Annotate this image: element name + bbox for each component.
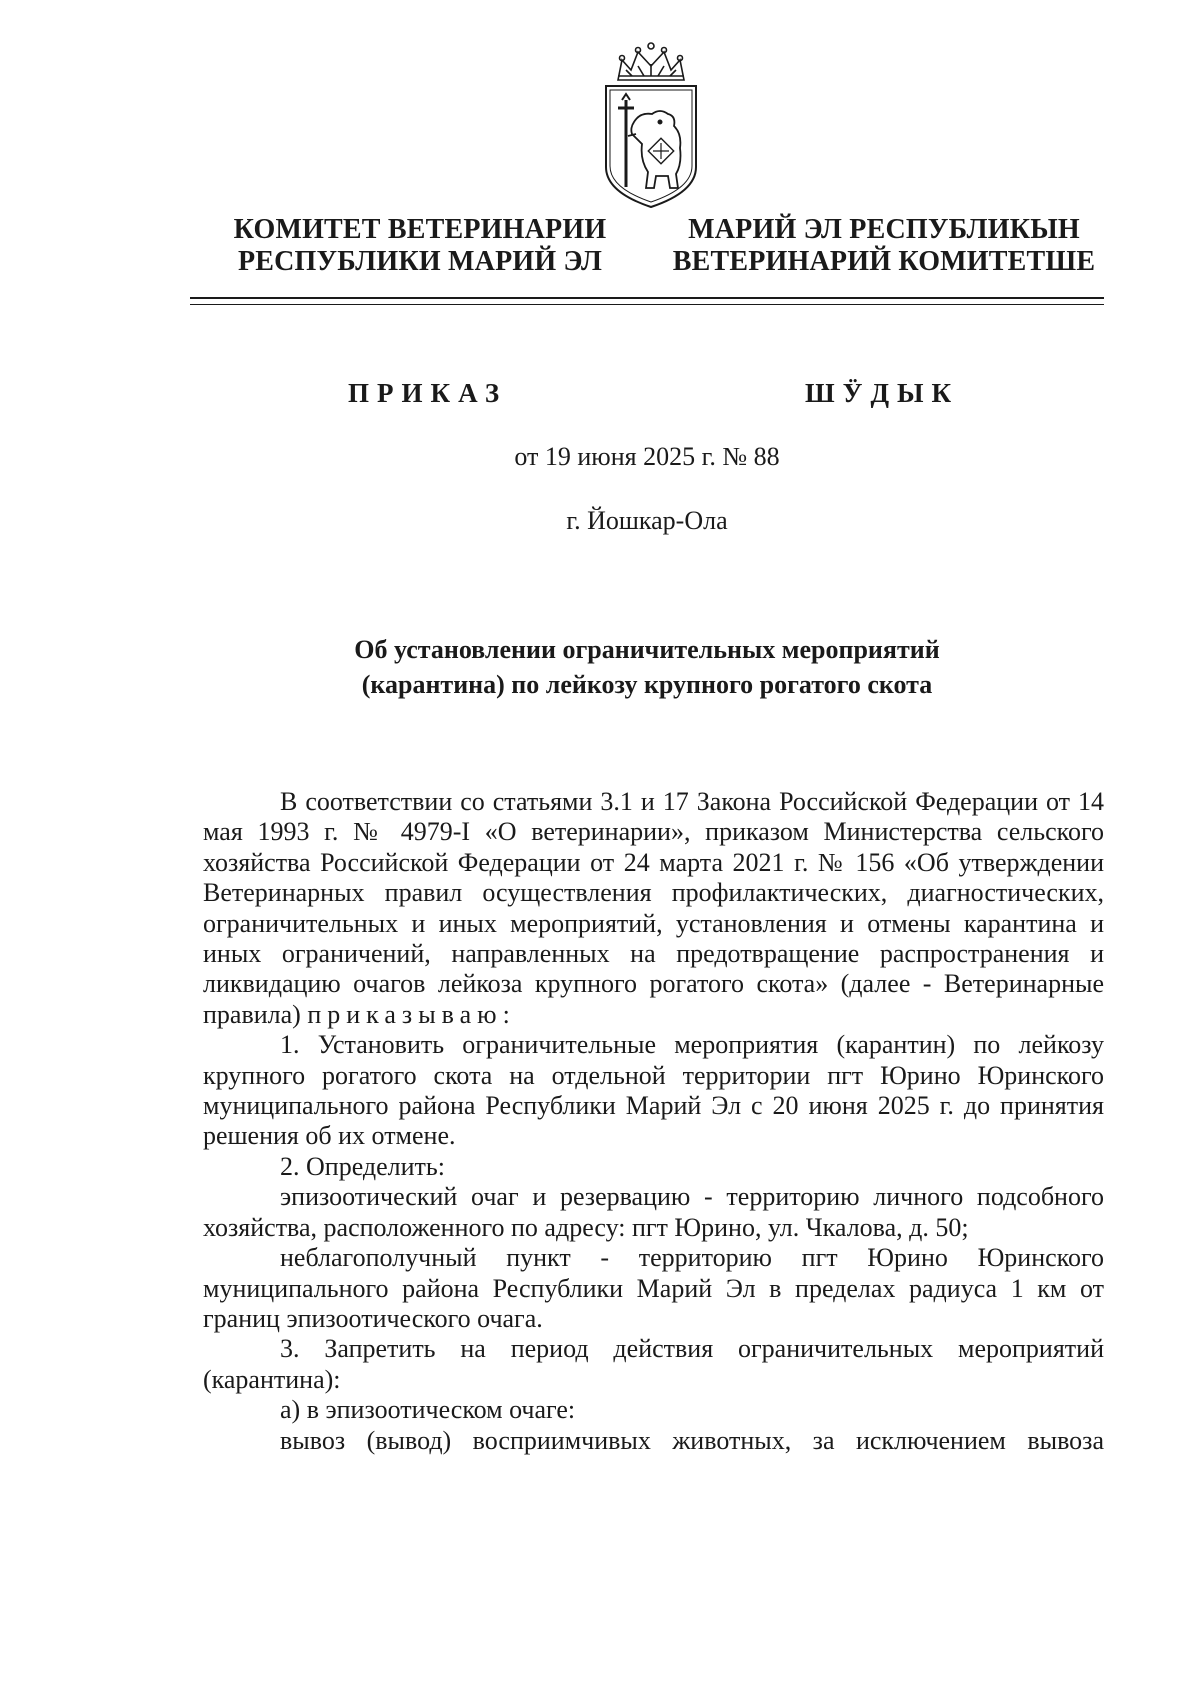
order-city: г. Йошкар-Ола bbox=[566, 506, 728, 535]
item-2-focus-paragraph: эпизоотический очаг и резервацию - территорию личного подсобного хозяйства, расположенного по адресу: пгт Юрино, ул. Чкалова, д. 50; bbox=[203, 1182, 1104, 1242]
cross-icon bbox=[618, 94, 634, 187]
item-1-paragraph: 1. Установить ограничительные мероприятия (карантин) по лейкозу крупного рогатого скота на отдельной территории пгт Юрино Юринского муниципального района Республики Марий Эл с 20 июня 2025 г. до принятия решения об их отмене. bbox=[203, 1030, 1104, 1151]
document-body bbox=[203, 787, 1104, 1456]
organization-mari-line-1: МАРИЙ ЭЛ РЕСПУБЛИКЫН bbox=[688, 214, 1080, 245]
organization-mari-line-2: ВЕТЕРИНАРИЙ КОМИТЕТШЕ bbox=[672, 246, 1096, 277]
item-3a-first-line: вывоз (вывод) восприимчивых животных, за исключением вывоза bbox=[280, 1425, 1104, 1455]
header-divider-thin bbox=[190, 304, 1104, 305]
item-2-paragraph: 2. Определить: bbox=[280, 1151, 445, 1181]
organization-name-russian bbox=[215, 214, 625, 278]
crown-icon bbox=[618, 43, 684, 80]
coat-of-arms-emblem bbox=[596, 42, 706, 212]
item-3a-paragraph: а) в эпизоотическом очаге: bbox=[280, 1395, 576, 1425]
preamble-paragraph bbox=[203, 787, 1104, 1030]
document-title bbox=[190, 632, 1104, 702]
order-word-russian: ПРИКАЗ bbox=[348, 378, 508, 408]
organization-name-mari bbox=[664, 214, 1104, 278]
document-title-line-1: Об установлении ограничительных мероприятий bbox=[354, 635, 940, 664]
command-word: приказываю: bbox=[307, 999, 516, 1029]
item-2-point-paragraph: неблагополучный пункт - территорию пгт Юрино Юринского муниципального района Республики Марий Эл в пределах радиуса 1 км от границ эпизоотического очага. bbox=[203, 1243, 1104, 1333]
order-word-mari: ШӰДЫК bbox=[805, 378, 960, 408]
document-title-line-2: (карантина) по лейкозу крупного рогатого скота bbox=[361, 670, 933, 699]
organization-ru-line-1: КОМИТЕТ ВЕТЕРИНАРИИ bbox=[233, 214, 607, 245]
item-3-paragraph: 3. Запретить на период действия ограничительных мероприятий (карантина): bbox=[203, 1334, 1104, 1394]
preamble-text: В соответствии со статьями 3.1 и 17 Закона Российской Федерации от 14 мая 1993 г. № 4979-I «О ветеринарии», приказом Министерства сельского хозяйства Российской Федерации от 24 марта 2021 г. № 156 «Об утверждении Ветеринарных правил осуществления профилактических, диагностических, ограничительных и иных мероприятий, установления и отмены карантина и иных ограничений, направленных на предотвращение распространения и ликвидацию очагов лейкоза крупного рогатого скота» (далее - Ветеринарные правила) bbox=[203, 787, 1104, 1029]
order-date-number: от 19 июня 2025 г. № 88 bbox=[514, 442, 780, 471]
bear-icon bbox=[628, 111, 681, 188]
organization-ru-line-2: РЕСПУБЛИКИ МАРИЙ ЭЛ bbox=[237, 246, 603, 277]
header-divider-thick bbox=[190, 297, 1104, 299]
